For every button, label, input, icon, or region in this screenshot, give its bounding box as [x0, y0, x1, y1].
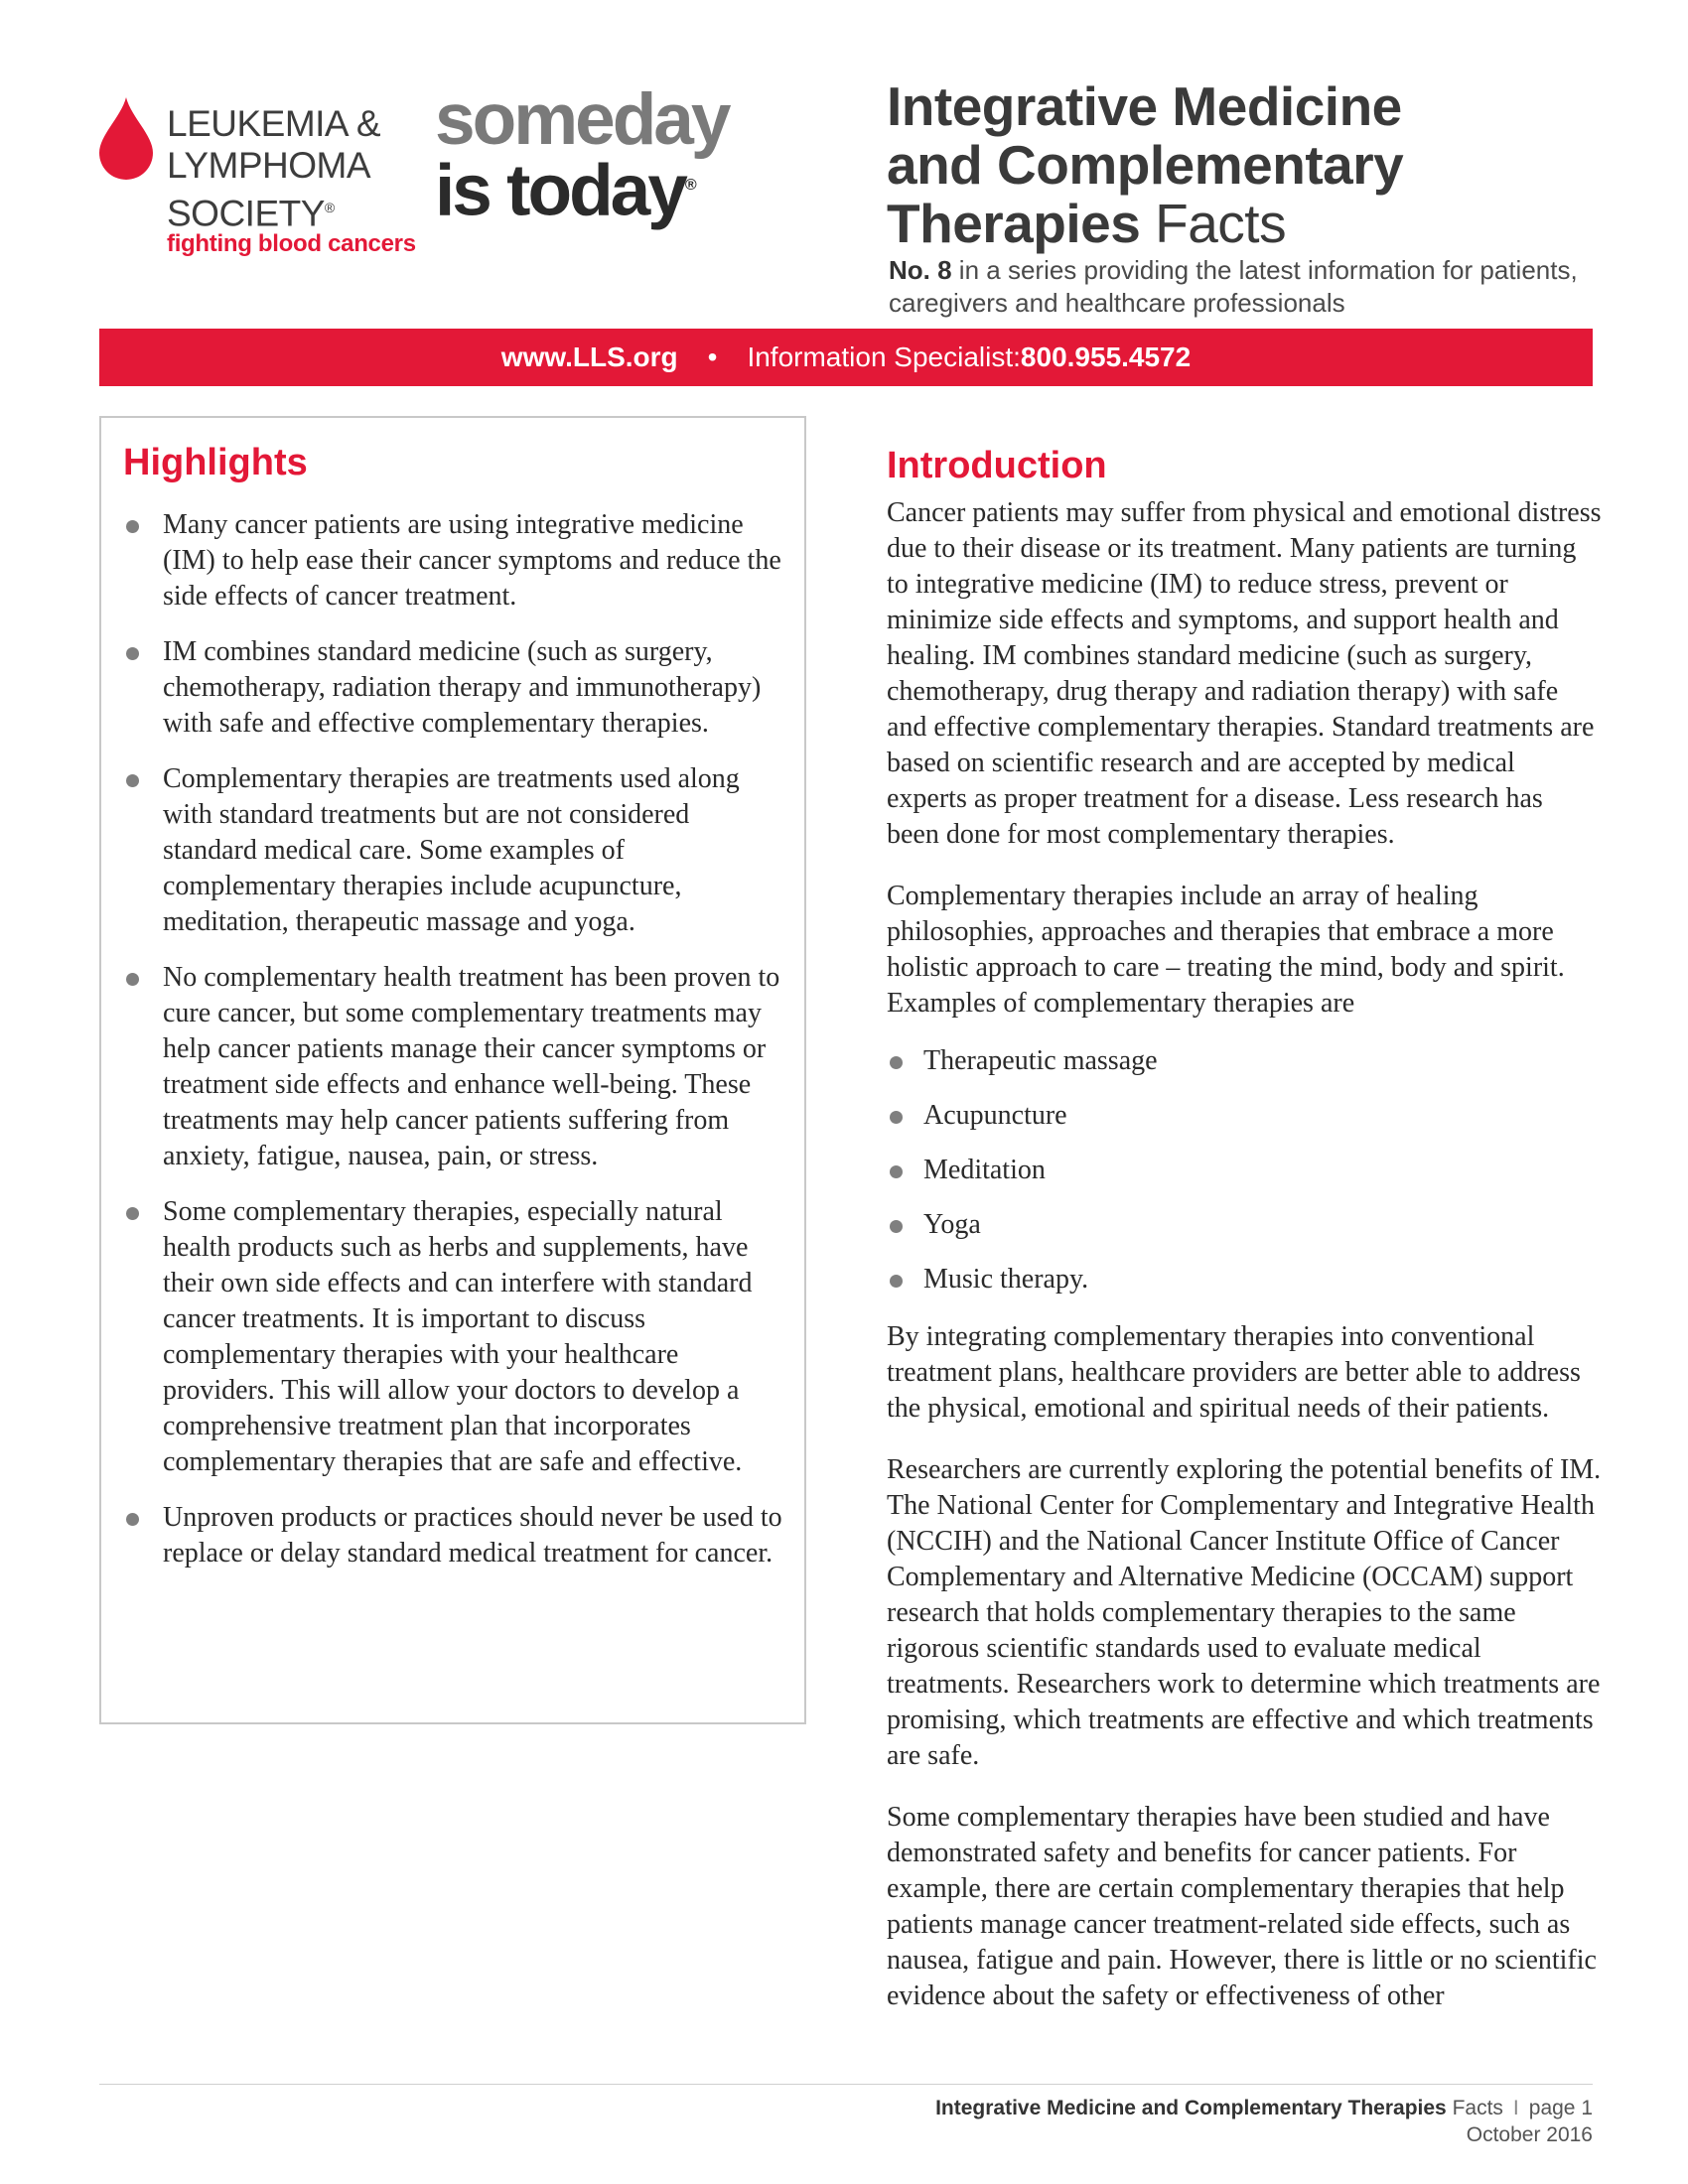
footer-divider	[99, 2084, 1593, 2085]
therapy-example	[887, 1098, 1602, 1134]
highlight-text: Unproven products or practices should never be used to replace or delay standard medical treatment for cancer.	[163, 1502, 782, 1569]
series-text: in a series providing the latest information for patients, caregivers and healthcare professionals	[889, 255, 1578, 318]
blood-drop-icon	[95, 95, 157, 181]
highlight-item	[123, 1194, 788, 1480]
intro-paragraph-5: Some complementary therapies have been studied and have demonstrated safety and benefits for cancer patients. For example, there are certain complementary therapies that help patients manage cancer treatment-related side effects, such as nausea, fatigue and pain. However, there is little or no scientific evidence about the safety or effectiveness of other	[887, 1802, 1597, 2011]
title-line-2: and Complementary	[887, 134, 1404, 196]
phone-number[interactable]: 800.955.4572	[1020, 341, 1192, 372]
website-link[interactable]: www.LLS.org	[500, 341, 678, 372]
series-number: No. 8	[889, 255, 952, 285]
intro-paragraph-3: By integrating complementary therapies into conventional treatment plans, healthcare providers are better able to address the physical, emotional and spiritual needs of their patients.	[887, 1321, 1581, 1424]
campaign-line-2-text: is today	[435, 150, 685, 231]
organization-name	[167, 103, 380, 234]
bullet-dot-icon	[126, 520, 139, 533]
bullet-dot-icon	[126, 1513, 139, 1526]
intro-paragraph-1: Cancer patients may suffer from physical and emotional distress due to their disease or its treatment. Many patients are turning to integrative medicine (IM) to reduce stress, prevent or minimize side effects and symptoms, and support health and healing. IM combines standard medicine (such as surgery, chemotherapy, drug therapy and radiation therapy) with safe and effective complementary therapies. Standard treatments are based on scientific research and are accepted by medical experts as proper treatment for a disease. Less research has been done for most complementary therapies.	[887, 497, 1602, 850]
highlight-item	[123, 960, 788, 1174]
highlight-item	[123, 507, 788, 614]
highlights-list	[123, 507, 788, 1591]
bullet-dot-icon	[890, 1275, 903, 1288]
highlights-heading: Highlights	[123, 442, 308, 483]
intro-paragraph-4: Researchers are currently exploring the potential benefits of IM. The National Center for Complementary and Integrative Health (NCCIH) and the National Cancer Institute Office of Cancer Complementary and Alternative Medicine (OCCAM) support research that holds complementary therapies to the same rigorous scientific standards used to evaluate medical treatments. Researchers work to determine which treatments are promising, which treatments are effective and which treatments are safe.	[887, 1454, 1602, 1771]
therapy-example-text: Acupuncture	[923, 1100, 1067, 1131]
therapy-example-text: Meditation	[923, 1155, 1046, 1185]
bullet-dot-icon	[126, 647, 139, 660]
title-line-3	[887, 195, 1641, 253]
contact-banner	[99, 329, 1593, 386]
highlight-text: IM combines standard medicine (such as surgery, chemotherapy, radiation therapy and immunotherapy) with safe and effective complementary therapies.	[163, 636, 762, 739]
highlight-item	[123, 634, 788, 742]
bullet-dot-icon	[126, 774, 139, 787]
title-line-3-bold: Therapies	[887, 193, 1141, 254]
series-description	[889, 254, 1604, 320]
footer-title: Integrative Medicine and Complementary Therapies	[935, 2097, 1447, 2119]
org-tagline: fighting blood cancers	[167, 230, 416, 257]
highlight-text: Many cancer patients are using integrative medicine (IM) to help ease their cancer symptoms and reduce the side effects of cancer treatment.	[163, 509, 781, 612]
org-name-line-2: LYMPHOMA	[167, 145, 371, 186]
highlight-item	[123, 1500, 788, 1571]
campaign-registered-mark: ®	[684, 177, 697, 194]
therapy-examples-list	[887, 1043, 1602, 1297]
bullet-dot-icon	[890, 1056, 903, 1069]
therapy-example-text: Music therapy.	[923, 1264, 1089, 1295]
introduction-section	[887, 445, 1602, 2040]
org-name-line-3	[167, 187, 380, 234]
page-number: page 1	[1528, 2097, 1593, 2119]
intro-paragraph-2: Complementary therapies include an array of healing philosophies, approaches and therapies that embrace a more holistic approach to care – treating the mind, body and spirit. Examples of complementary therapies are	[887, 881, 1565, 1019]
bullet-dot-icon	[126, 1207, 139, 1220]
footer-title-light: Facts	[1446, 2097, 1503, 2119]
footer-line-1	[935, 2095, 1593, 2121]
specialist-label: Information Specialist:	[747, 341, 1021, 372]
bullet-dot-icon	[890, 1165, 903, 1178]
highlights-box	[99, 416, 806, 1724]
therapy-example-text: Yoga	[923, 1209, 981, 1240]
page-footer	[935, 2095, 1593, 2148]
bullet-dot-icon	[890, 1111, 903, 1124]
banner-separator: •	[707, 341, 718, 372]
registered-mark: ®	[324, 200, 335, 215]
therapy-example	[887, 1262, 1602, 1297]
highlight-text: No complementary health treatment has been proven to cure cancer, but some complementary treatments may help cancer patients manage their cancer symptoms or treatment side effects and enhance well-being. These treatments may help cancer patients suffering from anxiety, fatigue, nausea, pain, or stress.	[163, 962, 780, 1171]
highlight-text: Complementary therapies are treatments used along with standard treatments but are not considered standard medical care. Some examples of complementary therapies include acupuncture, meditation, therapeutic massage and yoga.	[163, 763, 740, 937]
therapy-example	[887, 1043, 1602, 1079]
title-line-1: Integrative Medicine	[887, 75, 1402, 137]
therapy-example-text: Therapeutic massage	[923, 1045, 1158, 1076]
campaign-logo	[435, 79, 729, 231]
org-name-line-1: LEUKEMIA &	[167, 103, 381, 144]
footer-date: October 2016	[1466, 2123, 1593, 2146]
org-name-line-3-text: SOCIETY	[167, 193, 325, 234]
therapy-example	[887, 1207, 1602, 1243]
campaign-line-2	[435, 150, 729, 231]
document-title	[887, 77, 1641, 253]
introduction-heading: Introduction	[887, 445, 1107, 486]
therapy-example	[887, 1153, 1602, 1188]
campaign-line-1: someday	[435, 79, 729, 160]
bullet-dot-icon	[890, 1220, 903, 1233]
highlight-item	[123, 761, 788, 940]
footer-separator: I	[1512, 2097, 1519, 2119]
highlight-text: Some complementary therapies, especially natural health products such as herbs and supplements, have their own side effects and can interfere with standard cancer treatments. It is important to discuss complementary therapies with your healthcare providers. This will allow your doctors to develop a comprehensive treatment plan that incorporates complementary therapies that are safe and effective.	[163, 1196, 753, 1477]
bullet-dot-icon	[126, 973, 139, 986]
title-line-3-light: Facts	[1140, 193, 1287, 254]
